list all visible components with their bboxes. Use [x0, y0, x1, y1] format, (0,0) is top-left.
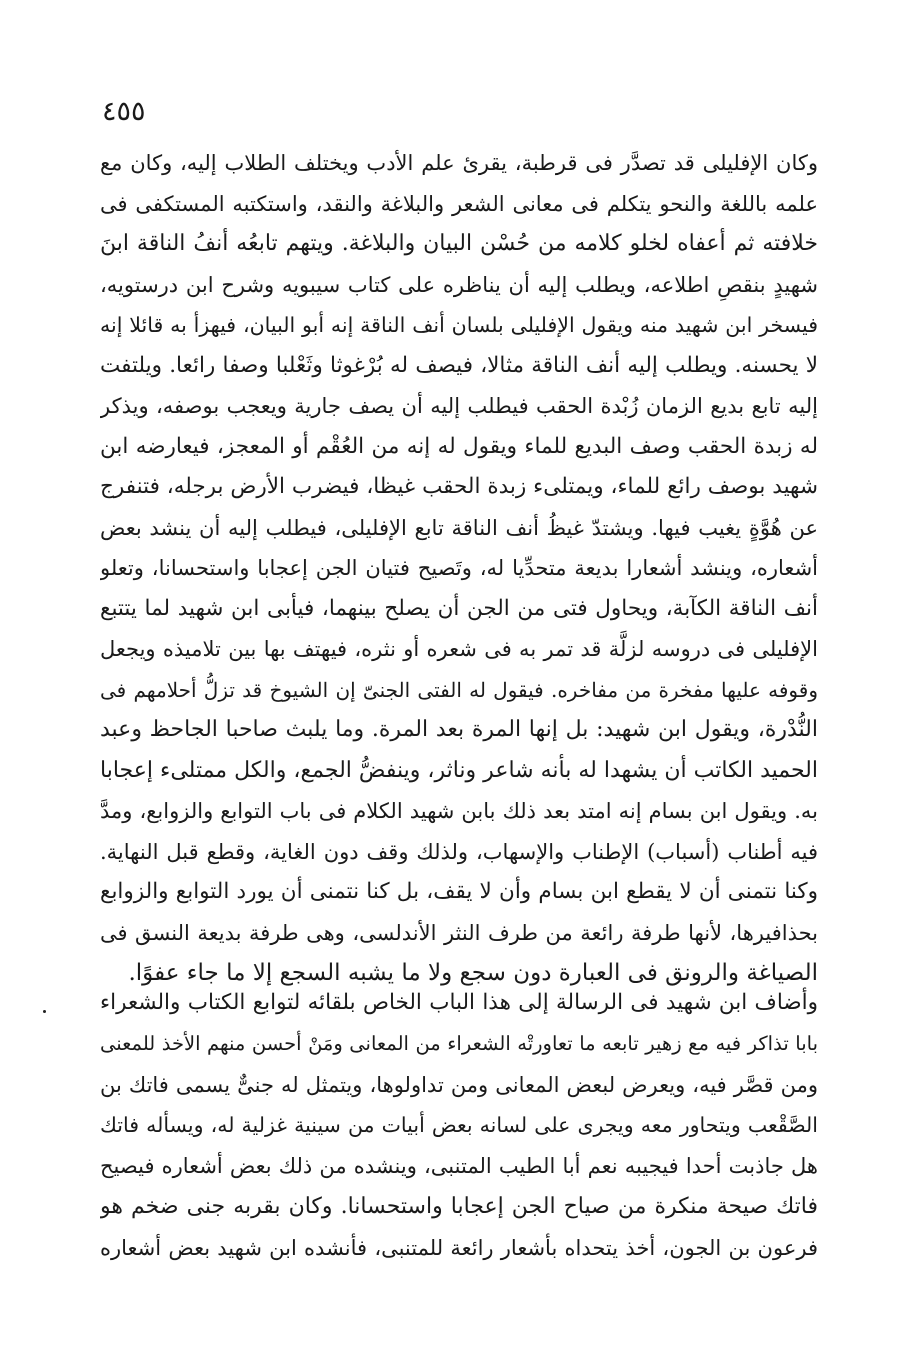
- paragraph-line: الإفليلى فى دروسه لزلَّة قد تمر به فى شعره أو نثره، فيهتف بها بين تلاميذه ويجعل: [100, 637, 818, 661]
- paragraph-line: بابا تذاكر فيه مع زهير تابعه ما تعاورتْه الشعراء من المعانى ومَنْ أحسن منهم الأخذ للمعنى: [100, 1031, 818, 1055]
- paragraph-line: شهيد بوصف رائع للماء، ويمتلىء زبدة الحقب غيظا، فيضرب الأرض برجله، فتنفرج: [100, 474, 818, 499]
- paragraph-line: فرعون بن الجون، أخذ يتحداه بأشعار رائعة للمتنبى، فأنشده ابن شهيد بعض أشعاره: [100, 1235, 818, 1260]
- paragraph-line: فاتك صيحة منكرة من صياح الجن إعجابا واستحسانا. وكان بقربه جنى ضخم هو: [100, 1193, 818, 1219]
- paragraph-line: عن هُوَّةٍ يغيب فيها. ويشتدّ غيظُ أنف الناقة تابع الإفليلى، فيطلب إليه أن ينشد بعض: [100, 515, 818, 540]
- paragraph-line: له زبدة الحقب وصف البديع للماء ويقول له إنه من العُقْم أو المعجز، فيعارضه ابن: [100, 433, 818, 459]
- paragraph-line: وكان الإفليلى قد تصدَّر فى قرطبة، يقرئ علم الأدب ويختلف الطلاب إليه، وكان مع: [100, 151, 818, 175]
- paragraph-line: فيه أطناب (أسباب) الإطناب والإسهاب، ولذلك وقف دون الغاية، وقطع قبل النهاية.: [100, 839, 818, 864]
- paragraph-line: خلافته ثم أعفاه لخلو كلامه من حُسْن البيان والبلاغة. ويتهم تابعُه أنفُ الناقة ابنَ: [100, 231, 818, 256]
- paragraph-line: الصياغة والرونق فى العبارة دون سجع ولا ما يشبه السجع إلا ما جاء عفوًا.: [128, 960, 818, 986]
- paragraph-line: أشعاره، وينشد أشعارا بديعة متحدِّيا له، وتَصيح فتيان الجن إعجابا واستحسانا، وتعلو: [100, 556, 818, 580]
- paragraph-2: [100, 983, 818, 1269]
- paragraph-line: هل جاذبت أحدا فيجيبه نعم أبا الطيب المتنبى، وينشده من ذلك بعض أشعاره فيصيح: [100, 1154, 818, 1179]
- paragraph-line: الحميد الكاتب أن يشهدا له بأنه شاعر وناثر، وينفضُّ الجمع، والكل ممتلىء إعجابا: [100, 757, 818, 783]
- paragraph-line: الصَّقْعب ويتحاور معه ويجرى على لسانه بعض أبيات من سينية غزلية له، ويسأله فاتك: [100, 1113, 818, 1138]
- paragraph-line: إليه تابع بديع الزمان زُبْدة الحقب فيطلب إليه أن يصف جارية ويعجب بوصفه، ويذكر: [100, 394, 818, 418]
- stray-ink-mark: [43, 1010, 46, 1013]
- paragraph-line: به. ويقول ابن بسام إنه امتد بعد ذلك بابن شهيد الكلام فى باب التوابع والزوابع، ومدَّ: [100, 799, 818, 823]
- paragraph-line: وقوفه عليها مفخرة من مفاخره. فيقول له الفتى الجنىّ إن الشيوخ قد تزلُّ أحلامهم فى: [100, 677, 818, 702]
- paragraph-line: وأضاف ابن شهيد فى الرسالة إلى هذا الباب الخاص بلقائه لتوابع الكتاب والشعراء: [100, 990, 818, 1015]
- paragraph-line: بحذافيرها، لأنها طرفة رائعة من طرف النثر الأندلسى، وهى طرفة بديعة النسق فى: [100, 920, 818, 945]
- paragraph-line: فيسخر ابن شهيد منه ويقول الإفليلى بلسان أنف الناقة إنه أبو البيان، فيهزأ به قائلا إنه: [100, 313, 818, 337]
- paragraph-line: أنف الناقة الكآبة، ويحاول فتى من الجن أن يصلح بينهما، فيأبى ابن شهيد لما يتتبع: [100, 595, 818, 621]
- paragraph-line: وكنا نتمنى أن لا يقطع ابن بسام وأن لا يقف، بل كنا نتمنى أن يورد التوابع والزوابع: [100, 879, 818, 904]
- paragraph-line: شهيدٍ بنقصِ اطلاعه، ويطلب إليه أن يناظره على كتاب سيبويه وشرح ابن درستويه،: [100, 272, 818, 297]
- paragraph-line: لا يحسنه. ويطلب إليه أنف الناقة مثالا، فيصف له بُرْغوثا وثَعْلبا وصفا رائعا. ويلتفت: [100, 352, 818, 378]
- paragraph-1: [100, 143, 818, 994]
- paragraph-line: النُّدْرة، ويقول ابن شهيد: بل إنها المرة بعد المرة. وما يلبث صاحبا الجاحظ وعبد: [100, 717, 818, 742]
- page-number: ٤٥٥: [102, 96, 146, 127]
- paragraph-line: ومن قصَّر فيه، ويعرض لبعض المعانى ومن تداولوها، ويتمثل له جنىٌّ يسمى فاتك بن: [100, 1072, 818, 1097]
- paragraph-line: علمه باللغة والنحو يتكلم فى معانى الشعر والبلاغة والنقد، واستكتبه المستكفى فى: [100, 191, 818, 216]
